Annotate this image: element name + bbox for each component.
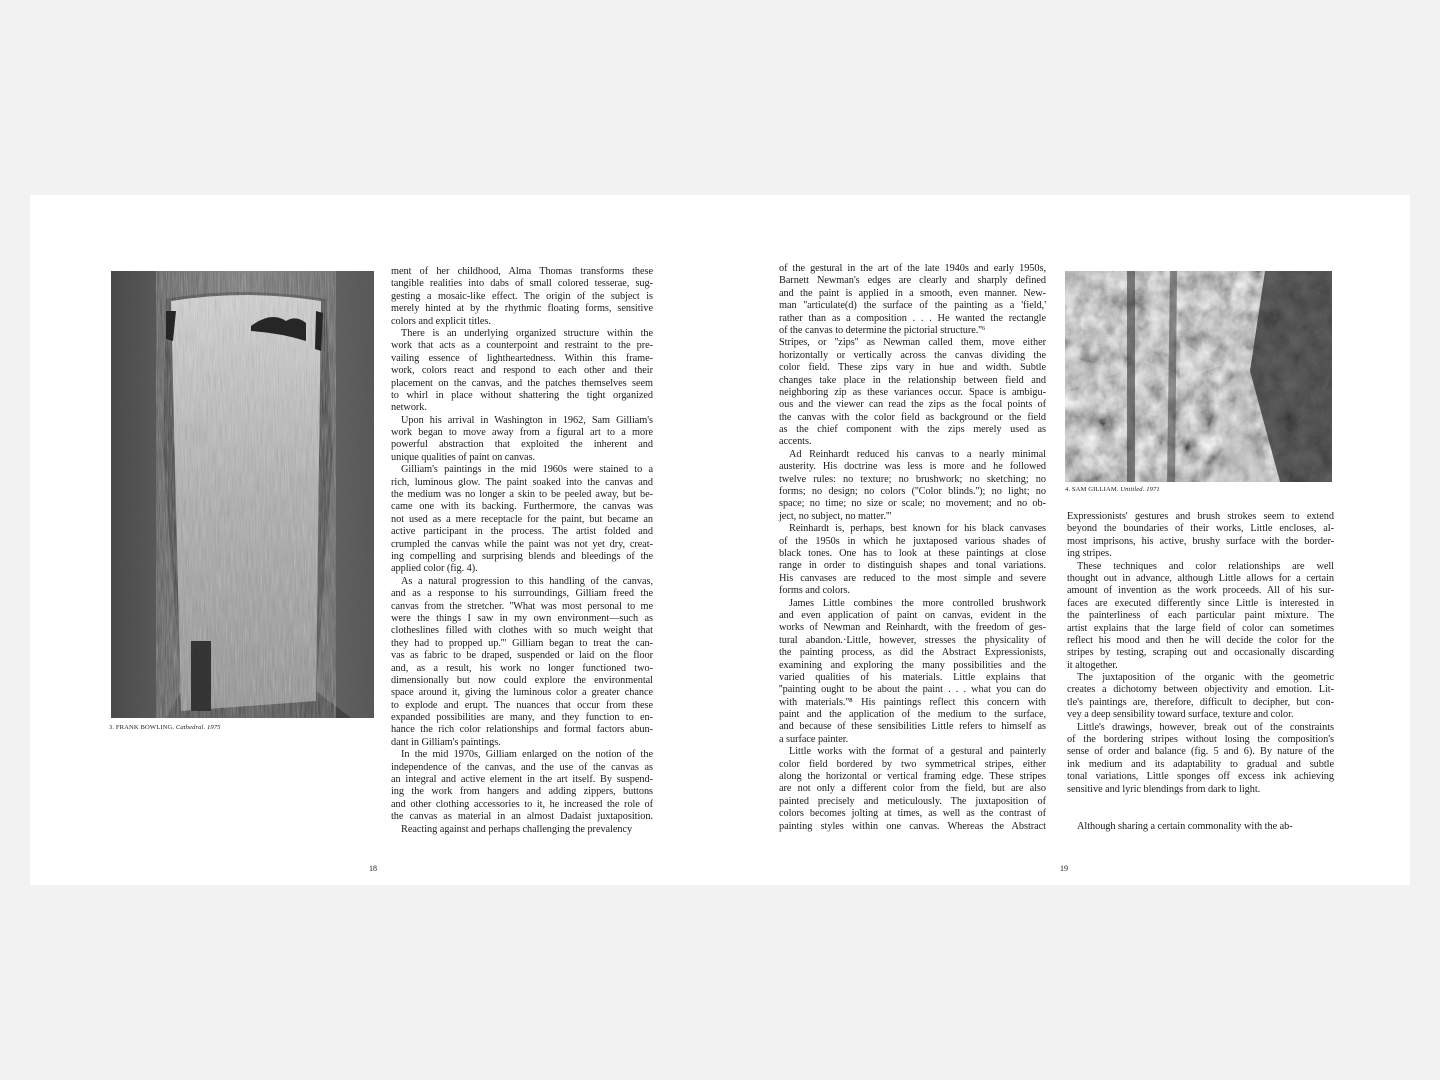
text-line: the medium was no longer a skin to be peeled away, but be-	[391, 489, 653, 501]
text-line: were the things I saw in my own environment—such as	[391, 612, 653, 624]
text-line: tonal variations, Little sponges off excess ink achieving	[1067, 771, 1334, 783]
text-line: ing compelling and surprising blends and bleedings of the	[391, 550, 653, 562]
text-line: dant in Gilliam's paintings.	[391, 736, 501, 748]
text-line: accents.	[779, 436, 812, 448]
text-line: and other clothing accessories to it, he increased the role of	[391, 798, 653, 810]
text-line: paint and the application of the medium to the surface,	[779, 709, 1046, 721]
text-line: active participant in the process. The artist folded and	[391, 526, 653, 538]
text-line: it altogether.	[1067, 659, 1118, 671]
text-line: ing the work from hangers and adding zippers, buttons	[391, 786, 653, 798]
text-line: the painting process, as did the Abstract Expressionists,	[779, 647, 1046, 659]
text-line: an integral and active element in the art itself. By suspend-	[391, 774, 653, 786]
text-line: and, as a result, his work no longer functioned two-	[391, 662, 653, 674]
figure-sam-gilliam-untitled	[1065, 271, 1332, 482]
text-line: of the bordering stripes without losing the composition's	[1067, 734, 1334, 746]
figure-frank-bowling-cathedral	[111, 271, 374, 718]
caption-title: Untitled. 1971	[1120, 486, 1160, 493]
caption-number: 3.	[109, 724, 115, 731]
text-line: the canvas with the color field as background or the field	[779, 411, 1046, 423]
text-line: forms; no design; no colors (''Color blinds.''); no light; no	[779, 486, 1046, 498]
text-line: sense of order and balance (fig. 5 and 6). By nature of the	[1067, 746, 1334, 758]
text-line: and the paint is applied in a smooth, even manner. New-	[779, 287, 1046, 299]
text-line: sensitive and lyric blendings from dark to light.	[1067, 783, 1261, 795]
text-line: a surface painter.	[779, 733, 849, 745]
text-line: space; no time; no size or scale; no movement; and no ob-	[779, 498, 1046, 510]
text-line: ink medium and its adaptability to gradual and subtle	[1067, 758, 1334, 770]
text-line: along the horizontal or vertical framing edge. These stripes	[779, 771, 1046, 783]
text-line: of the gestural in the art of the late 1940s and early 1950s,	[779, 263, 1046, 274]
text-line: came one with its backing. Furthermore, the canvas was	[391, 501, 653, 513]
text-line: network.	[391, 402, 427, 414]
text-line: are not only a different color from the field, but are also	[779, 783, 1046, 795]
text-line: they had to propped up.''' Gilliam began to treat the can-	[391, 637, 653, 649]
text-line: of the canvas to determine the pictorial structure.''⁶	[779, 324, 986, 336]
text-line: not used as a mere receptacle for the paint, but became an	[391, 513, 653, 525]
text-line: ''painting ought to be about the paint . . . what you can do	[779, 684, 1046, 696]
text-line: and as a response to his surroundings, Gilliam freed the	[391, 588, 653, 600]
text-line: painting styles within one canvas. Whereas the Abstract	[779, 820, 1046, 832]
figure-4-caption	[1065, 486, 1160, 493]
text-line: with materials.''⁸ His paintings reflect this concern with	[779, 696, 1046, 708]
text-line: to whirl in place without shattering the tight organized	[391, 389, 653, 401]
text-line: unique qualities of paint on canvas.	[391, 451, 536, 463]
text-line: crumpled the canvas while the paint was not yet dry, creat-	[391, 538, 653, 550]
paragraph-gap	[1067, 796, 1334, 821]
text-line: Although sharing a certain commonality with the ab-	[1077, 820, 1293, 832]
text-line: gesting a mosaic-like effect. The origin of the subject is	[391, 290, 653, 302]
body-text-column	[779, 263, 1046, 833]
text-line: and because of these sensibilities Little refers to himself as	[779, 721, 1046, 733]
painting-image-untitled	[1065, 271, 1332, 482]
text-line: There is an underlying organized structure within the	[401, 327, 653, 339]
text-line: Gilliam's paintings in the mid 1960s were stained to a	[401, 464, 653, 476]
text-line: the canvas as material in an almost Dadaist juxtaposition.	[391, 811, 653, 823]
text-line: merely hinted at by the rhythmic floating forms, sensitive	[391, 303, 653, 315]
text-line: colors becomes jolting at times, as well as the contrast of	[779, 808, 1046, 820]
text-line: the painterliness of each particular paint mixture. The	[1067, 610, 1334, 622]
text-line: of the 1950s in which he juxtaposed various shades of	[779, 535, 1046, 547]
text-line: colors and explicit titles.	[391, 315, 491, 327]
text-line: varied qualities of his materials. Little explains that	[779, 671, 1046, 683]
text-line: canvas from the stretcher. ''What was most personal to me	[391, 600, 653, 612]
text-line: tangible realities into dabs of small colored tesserae, sug-	[391, 278, 653, 290]
text-line: Reinhardt is, perhaps, best known for his black canvases	[789, 523, 1046, 535]
text-line: stripes by testing, scraping out and occasionally discarding	[1067, 647, 1334, 659]
text-line: most imprisons, his active, brushy surface with the border-	[1067, 535, 1334, 547]
text-line: These techniques and color relationships are well	[1077, 560, 1334, 572]
text-line: color field. These zips vary in hue and width. Subtle	[779, 362, 1046, 374]
book-spread	[30, 195, 1410, 885]
text-line: Little's drawings, however, break out of the constraints	[1077, 721, 1334, 733]
text-line: independence of the canvas, and the use of the canvas as	[391, 761, 653, 773]
page-19	[720, 195, 1410, 885]
text-line: work began to move away from a figural art to a more	[391, 427, 653, 439]
text-line: vas as fabric to be draped, suspended or laid on the floor	[391, 650, 653, 662]
text-line: placement on the canvas, and the patches themselves seem	[391, 377, 653, 389]
text-line: painted precisely and meticulously. The juxtaposition of	[779, 795, 1046, 807]
text-line: Upon his arrival in Washington in 1962, Sam Gilliam's	[401, 414, 653, 426]
text-line: expanded possibilities are many, and they function to en-	[391, 712, 653, 724]
text-line: forms and colors.	[779, 585, 850, 597]
caption-artist: SAM GILLIAM.	[1071, 486, 1119, 493]
text-line: thought out in advance, although Little allows for a certain	[1067, 572, 1334, 584]
page-18	[30, 195, 720, 885]
text-line: and even application of paint on canvas, evident in the	[779, 609, 1046, 621]
text-line: work, colors react and respond to each other and their	[391, 365, 653, 377]
text-line: to explode and erupt. The nuances that occur from these	[391, 699, 653, 711]
text-line: vailing essence of lightheartedness. Within this frame-	[391, 352, 653, 364]
text-line: Ad Reinhardt reduced his canvas to a nearly minimal	[789, 448, 1046, 460]
text-line: beyond the boundaries of their works, Little encloses, al-	[1067, 523, 1334, 535]
text-line: powerful abstraction that exploited the inherent and	[391, 439, 653, 451]
text-line: In the mid 1970s, Gilliam enlarged on the notion of the	[401, 749, 653, 761]
text-line: dimensionally but now could explore the environmental	[391, 674, 653, 686]
text-line: Reacting against and perhaps challenging the prevalency	[401, 823, 633, 835]
text-line: examining and exploring the many possibilities and the	[779, 659, 1046, 671]
text-line: Barnett Newman's edges are clearly and sharply defined	[779, 275, 1046, 287]
page-number: 18	[369, 864, 377, 873]
text-line: reflect his mood and then he will decide the color for the	[1067, 634, 1334, 646]
text-line: range in order to distinguish shapes and tonal variations.	[779, 560, 1046, 572]
text-line: changes take place in the relationship between field and	[779, 374, 1046, 386]
text-line: His canvases are reduced to the most simple and severe	[779, 572, 1046, 584]
text-line: amount of invention as the work proceeds. All of his sur-	[1067, 585, 1334, 597]
figure-3-caption	[109, 724, 221, 731]
caption-number: 4.	[1065, 486, 1071, 493]
text-line: Expressionists' gestures and brush strokes seem to extend	[1067, 511, 1334, 522]
text-line: hance the rich color relationships and formal factors abun-	[391, 724, 653, 736]
text-line: works of Newman and Reinhardt, with the freedom of ges-	[779, 622, 1046, 634]
text-line: neighboring zip as these variances occur. Space is ambigu-	[779, 386, 1046, 398]
text-line: As a natural progression to this handling of the canvas,	[401, 575, 653, 587]
text-line: Stripes, or ''zips'' as Newman called them, move either	[779, 337, 1046, 349]
text-line: rich, luminous glow. The paint soaked into the canvas and	[391, 476, 653, 488]
painting-image-cathedral	[111, 271, 374, 718]
text-line: ing stripes.	[1067, 548, 1112, 560]
caption-artist: FRANK BOWLING.	[115, 724, 175, 731]
text-line: vey a deep sensibility toward surface, texture and color.	[1067, 709, 1294, 721]
text-line: as the chief component with the zips merely used as	[779, 424, 1046, 436]
text-line: black tones. One has to look at these paintings at close	[779, 547, 1046, 559]
text-line: tle's paintings are, therefore, difficult to decipher, but con-	[1067, 696, 1334, 708]
body-text-column	[391, 266, 653, 836]
text-line: James Little combines the more controlled brushwork	[789, 597, 1046, 609]
text-line: creates a dichotomy between objectivity and emotion. Lit-	[1067, 684, 1334, 696]
text-line: ment of her childhood, Alma Thomas transforms these	[391, 266, 653, 277]
text-line: ous and the viewer can read the zips as the focal points of	[779, 399, 1046, 411]
text-line: rather than as a composition . . . He wanted the rectangle	[779, 312, 1046, 324]
page-number: 19	[1060, 864, 1068, 873]
caption-title: Cathedral. 1975	[175, 724, 221, 731]
text-line: Little works with the format of a gestural and painterly	[789, 746, 1046, 758]
text-line: tural abandon.·Little, however, stresses the physicality of	[779, 634, 1046, 646]
text-line: clotheslines filled with clothes with so much weight that	[391, 625, 653, 637]
text-line: space around it, giving the luminous color a greater chance	[391, 687, 653, 699]
body-text-column	[1067, 511, 1334, 833]
text-line: applied color (fig. 4).	[391, 563, 478, 575]
text-line: color field bordered by two symmetrical stripes, either	[779, 758, 1046, 770]
text-line: faces are executed differently since Little is interested in	[1067, 597, 1334, 609]
text-line: twelve rules: no texture; no brushwork; no sketching; no	[779, 473, 1046, 485]
text-line: austerity. His doctrine was less is more and he followed	[779, 461, 1046, 473]
text-line: man ''articulate(d) the surface of the painting as a 'field,'	[779, 300, 1046, 312]
text-line: horizontally or vertically across the canvas dividing the	[779, 349, 1046, 361]
text-line: artist explains that the large field of color can sometimes	[1067, 622, 1334, 634]
text-line: The juxtaposition of the organic with the geometric	[1077, 672, 1334, 684]
text-line: work that acts as a counterpoint and restraint to the pre-	[391, 340, 653, 352]
text-line: ject, no subject, no matter.'''	[779, 510, 892, 522]
